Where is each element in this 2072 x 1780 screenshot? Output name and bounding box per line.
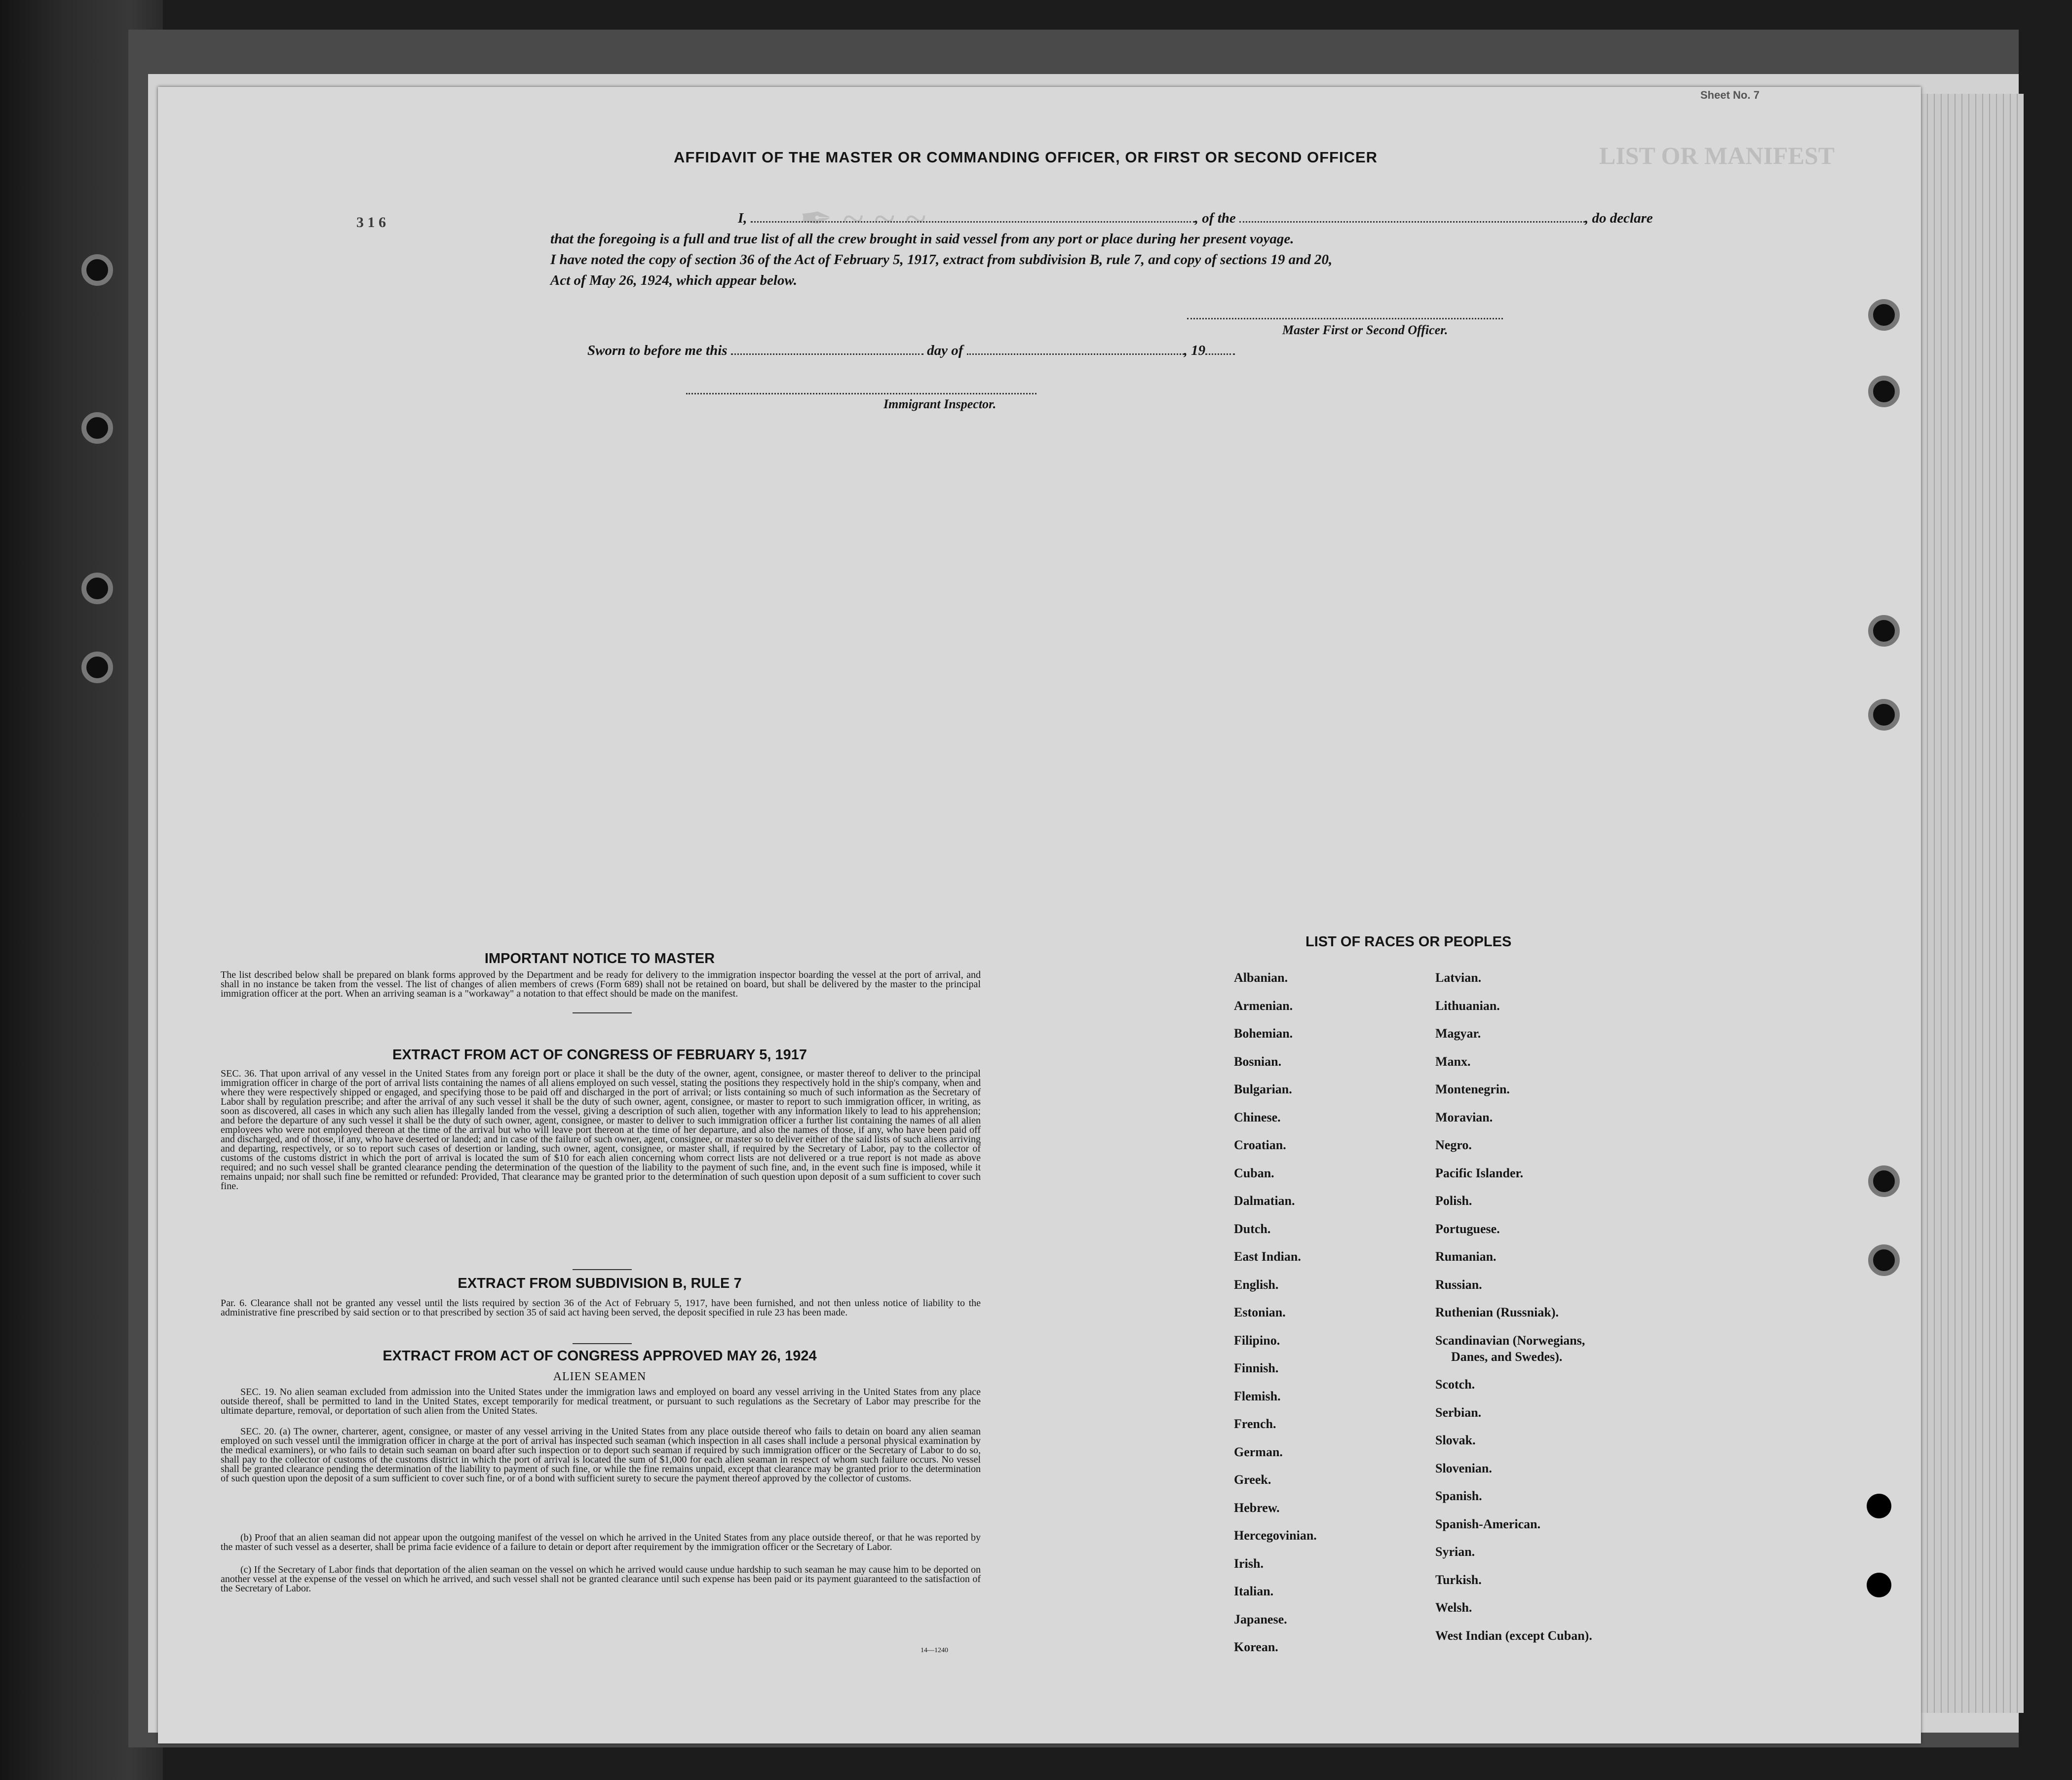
vessel-name-blank bbox=[1239, 219, 1585, 223]
race-item: Dutch. bbox=[1234, 1221, 1271, 1236]
race-item: Bulgarian. bbox=[1234, 1082, 1292, 1096]
affidavit-line-1 bbox=[550, 210, 1653, 227]
manifest-page bbox=[158, 87, 1921, 1743]
race-item: Polish. bbox=[1435, 1194, 1472, 1208]
affidavit-line-4: Act of May 26, 1924, which appear below. bbox=[550, 272, 797, 288]
section-divider bbox=[573, 1012, 632, 1013]
race-item: Serbian. bbox=[1435, 1405, 1482, 1420]
sworn-month-blank bbox=[967, 351, 1184, 355]
inspector-signature-line bbox=[686, 393, 1036, 394]
race-item: Bosnian. bbox=[1234, 1054, 1282, 1069]
race-item: Dalmatian. bbox=[1234, 1194, 1295, 1208]
sworn-day-blank bbox=[731, 351, 923, 355]
race-item: Spanish-American. bbox=[1435, 1516, 1541, 1531]
binder-hole bbox=[1868, 1165, 1900, 1197]
race-item: West Indian (except Cuban). bbox=[1435, 1628, 1592, 1643]
race-item: Finnish. bbox=[1234, 1361, 1279, 1375]
race-item: Japanese. bbox=[1234, 1612, 1287, 1626]
sworn-year: , 19 bbox=[1184, 343, 1206, 358]
races-title: LIST OF RACES OR PEOPLES bbox=[1305, 934, 1512, 950]
affidavit-declare: , do declare bbox=[1585, 210, 1653, 226]
binder-hole bbox=[1867, 1494, 1891, 1518]
race-item: French. bbox=[1234, 1417, 1276, 1431]
section-divider bbox=[573, 1269, 632, 1270]
sworn-text: Sworn to before me this bbox=[587, 343, 728, 358]
race-item: Moravian. bbox=[1435, 1110, 1493, 1124]
race-item: Irish. bbox=[1234, 1556, 1264, 1571]
form-number: 14—1240 bbox=[921, 1647, 948, 1654]
binder-hole bbox=[81, 573, 113, 604]
binder-hole bbox=[1868, 376, 1900, 407]
race-item: Welsh. bbox=[1435, 1600, 1472, 1615]
race-item: Albanian. bbox=[1234, 970, 1288, 985]
sworn-day-of: day of bbox=[927, 343, 963, 358]
sheet-number: Sheet No. 7 bbox=[1700, 89, 1760, 101]
binder-hole bbox=[81, 652, 113, 683]
race-item: Latvian. bbox=[1435, 970, 1482, 985]
sec20a-text: SEC. 20. (a) The owner, charterer, agent, consignee, or master of any vessel arriving in the United States from any place outside thereof who fails to detain on board any alien seaman employed on such vessel until the immigration officer in charge at the port of arrival has inspected such seaman (which inspection in all cases shall include a personal physical examination by the medical examiners), or who fails to detain such seaman on board after such inspection or to deport such seaman if required by such immigration officer or the Secretary of Labor to do so, shall pay to the collector of customs of the customs district in which the port of arrival is located the sum of $1,000 for each alien seaman in respect of whom such failure occurs. No vessel shall be granted clearance pending the determination of the liability to payment of such fine, or while the fine remains unpaid, except that clearance may be granted prior to the determination of such question upon the deposit of a sum sufficient to cover such fine, or of a bond with sufficient surety to secure the payment thereof approved by the collector of customs. bbox=[221, 1426, 981, 1484]
affidavit-line-2: that the foregoing is a full and true list of all the crew brought in said vessel from any port or place during her present voyage. bbox=[550, 231, 1294, 247]
bleed-through-text: ✒ ~ ~ ~ bbox=[800, 197, 926, 241]
race-item: Scandinavian (Norwegians, bbox=[1435, 1333, 1585, 1348]
race-item: East Indian. bbox=[1234, 1249, 1301, 1264]
extract-1917-title: EXTRACT FROM ACT OF CONGRESS OF FEBRUARY 5, 1917 bbox=[392, 1047, 807, 1063]
race-item: Russian. bbox=[1435, 1277, 1482, 1292]
race-item: Hercegovinian. bbox=[1234, 1528, 1317, 1543]
master-name-blank bbox=[751, 219, 1195, 223]
races-left-column bbox=[1234, 970, 1317, 1668]
race-item: Korean. bbox=[1234, 1640, 1278, 1654]
race-item: English. bbox=[1234, 1277, 1279, 1292]
sworn-year-blank bbox=[1205, 351, 1235, 355]
race-item: Hebrew. bbox=[1234, 1500, 1280, 1515]
binder-hole bbox=[81, 412, 113, 444]
sec20c-text: (c) If the Secretary of Labor finds that deportation of the alien seaman on the vessel on which he arrived would cause undue hardship to such seaman he may cause him to be deported on another vessel at the expense of the vessel on which he arrived, and such vessel shall not be granted clearance until such expense has been paid or its payment guaranteed to the satisfaction of the Secretary of Labor. bbox=[221, 1564, 981, 1594]
race-item: Pacific Islander. bbox=[1435, 1165, 1524, 1180]
race-item: Syrian. bbox=[1435, 1545, 1475, 1559]
race-item: Italian. bbox=[1234, 1584, 1274, 1598]
race-item: Spanish. bbox=[1435, 1489, 1482, 1503]
race-item: Estonian. bbox=[1234, 1305, 1286, 1319]
race-item: Chinese. bbox=[1234, 1110, 1281, 1124]
race-item: Turkish. bbox=[1435, 1572, 1482, 1587]
affidavit-line-3: I have noted the copy of section 36 of the Act of February 5, 1917, extract from subdivision B, rule 7, and copy of sections 19 and 20, bbox=[550, 252, 1333, 268]
race-item: Portuguese. bbox=[1435, 1221, 1500, 1236]
race-item: Scotch. bbox=[1435, 1377, 1475, 1392]
sec20b-text: (b) Proof that an alien seaman did not appear upon the outgoing manifest of the vessel on which he arrived in the United States from any place outside thereof, or that he was reported by the master of such vessel as a deserter, shall be prima facie evidence of a failure to detain or deport after requirement by the immigration officer or the Secretary of Labor. bbox=[221, 1532, 981, 1552]
extract-1917-text: SEC. 36. That upon arrival of any vessel in the United States from any foreign port or place it shall be the duty of the owner, agent, consignee, or master thereof to deliver to the principal immigration officer in charge of the port of arrival lists containing the names of all aliens employed on such vessel, stating the positions they respectively hold in the ship's company, when and where they were respectively shipped or engaged, and specifying those to be paid off and discharged in the port of arrival; or lists containing so much of such information as the Secretary of Labor shall by regulation prescribe; and after the arrival of any such vessel it shall be the duty of such owner, agent, consignee, or master to report to such immigration officer, in writing, as soon as discovered, all cases in which any such alien has illegally landed from the vessel, giving a description of such alien, together with any information likely to lead to his apprehension; and before the departure of any such vessel it shall be the duty of such owner, agent, consignee, or master to deliver to such immigration officer a further list containing the names of all alien employees who were not employed thereon at the time of the arrival but who will leave port thereon at the time of her departure, and also the names of those, if any, who have been paid off and discharged, and of those, if any, who have deserted or landed; and in case of the failure of such owner, agent, consignee, or master so to deliver either of the said lists of such aliens arriving and departing, respectively, or so to report such cases of desertion or landing, such owner, agent, consignee, or master shall, if required by the Secretary of Labor, pay to the collector of customs of the customs district in which the port of arrival is located the sum of $10 for each alien concerning whom correct lists are not delivered or a true report is not made as above required; and no such vessel shall be granted clearance pending the determination of the question of the liability to the payment of such fine, and, in the event such fine is imposed, while it remains unpaid; nor shall such fine be remitted or refunded: Provided, That clearance may be granted prior to the determination of such question upon deposit of a sum sufficient to cover such fine. bbox=[221, 1068, 981, 1192]
binder-hole bbox=[1868, 1244, 1900, 1276]
inspector-signature-caption: Immigrant Inspector. bbox=[883, 397, 997, 411]
binder-hole bbox=[1868, 299, 1900, 331]
extract-1924-title: EXTRACT FROM ACT OF CONGRESS APPROVED MAY 26, 1924 bbox=[383, 1348, 817, 1364]
race-item: Croatian. bbox=[1234, 1138, 1286, 1152]
race-item: Slovenian. bbox=[1435, 1461, 1492, 1475]
sec19-text: SEC. 19. No alien seaman excluded from admission into the United States under the immigration laws and employed on board any vessel arriving in the United States from any place outside thereof, shall be permitted to land in the United States, except temporarily for medical treatment, or pursuant to such regulations as the Secretary of Labor may prescribe for the ultimate departure, removal, or deportation of such alien from the United States. bbox=[221, 1387, 981, 1416]
affidavit-title: AFFIDAVIT OF THE MASTER OR COMMANDING OFFICER, OR FIRST OR SECOND OFFICER bbox=[674, 149, 1378, 166]
master-signature-caption: Master First or Second Officer. bbox=[1282, 323, 1448, 337]
race-item: Negro. bbox=[1435, 1138, 1472, 1152]
binder-hole bbox=[81, 254, 113, 286]
affidavit-i: I, bbox=[738, 210, 747, 226]
race-item: Magyar. bbox=[1435, 1026, 1481, 1041]
race-item: Danes, and Swedes). bbox=[1451, 1349, 1563, 1364]
race-item: German. bbox=[1234, 1444, 1283, 1459]
race-item: Flemish. bbox=[1234, 1389, 1281, 1403]
master-signature-line bbox=[1187, 318, 1503, 319]
race-item: Rumanian. bbox=[1435, 1249, 1496, 1264]
binder-hole bbox=[1868, 615, 1900, 647]
race-item: Filipino. bbox=[1234, 1333, 1280, 1348]
race-item: Cuban. bbox=[1234, 1165, 1274, 1180]
extract-rule7-title: EXTRACT FROM SUBDIVISION B, RULE 7 bbox=[458, 1276, 742, 1291]
binder-hole bbox=[1867, 1573, 1891, 1597]
race-item: Lithuanian. bbox=[1435, 998, 1500, 1013]
race-item: Montenegrin. bbox=[1435, 1082, 1510, 1096]
race-item: Slovak. bbox=[1435, 1433, 1476, 1447]
affidavit-of-the: , of the bbox=[1194, 210, 1236, 226]
notice-title: IMPORTANT NOTICE TO MASTER bbox=[484, 951, 715, 967]
extract-1924-subtitle: ALIEN SEAMEN bbox=[553, 1370, 647, 1383]
race-item: Ruthenian (Russniak). bbox=[1435, 1305, 1559, 1319]
binder-hole bbox=[1868, 699, 1900, 731]
page-mark: 3 1 6 bbox=[356, 214, 386, 231]
section-divider bbox=[573, 1343, 632, 1344]
extract-rule7-text: Par. 6. Clearance shall not be granted any vessel until the lists required by section 36 of the Act of February 5, 1917, have been furnished, and not then unless notice of liability to the administrative fine prescribed by said section or to that prescribed by section 35 of said act having been served, the deposit specified in rule 23 has been made. bbox=[221, 1298, 981, 1318]
races-right-column bbox=[1435, 970, 1592, 1656]
race-item: Manx. bbox=[1435, 1054, 1471, 1069]
bleed-through-text: LIST OR MANIFEST bbox=[1599, 142, 1835, 169]
race-item: Armenian. bbox=[1234, 998, 1293, 1013]
race-item: Greek. bbox=[1234, 1472, 1271, 1487]
sworn-line bbox=[587, 343, 1235, 359]
notice-text: The list described below shall be prepared on blank forms approved by the Department and be ready for delivery to the immigration inspector boarding the vessel at the port of arrival, and shall in no instance be taken from the vessel. The list of changes of alien members of crews (Form 689) shall not be retained on board, but shall be delivered by the master to the principal immigration officer at the port. When an arriving seaman is a "workaway" a notation to that effect should be made on the manifest. bbox=[221, 969, 981, 999]
race-item: Bohemian. bbox=[1234, 1026, 1293, 1041]
